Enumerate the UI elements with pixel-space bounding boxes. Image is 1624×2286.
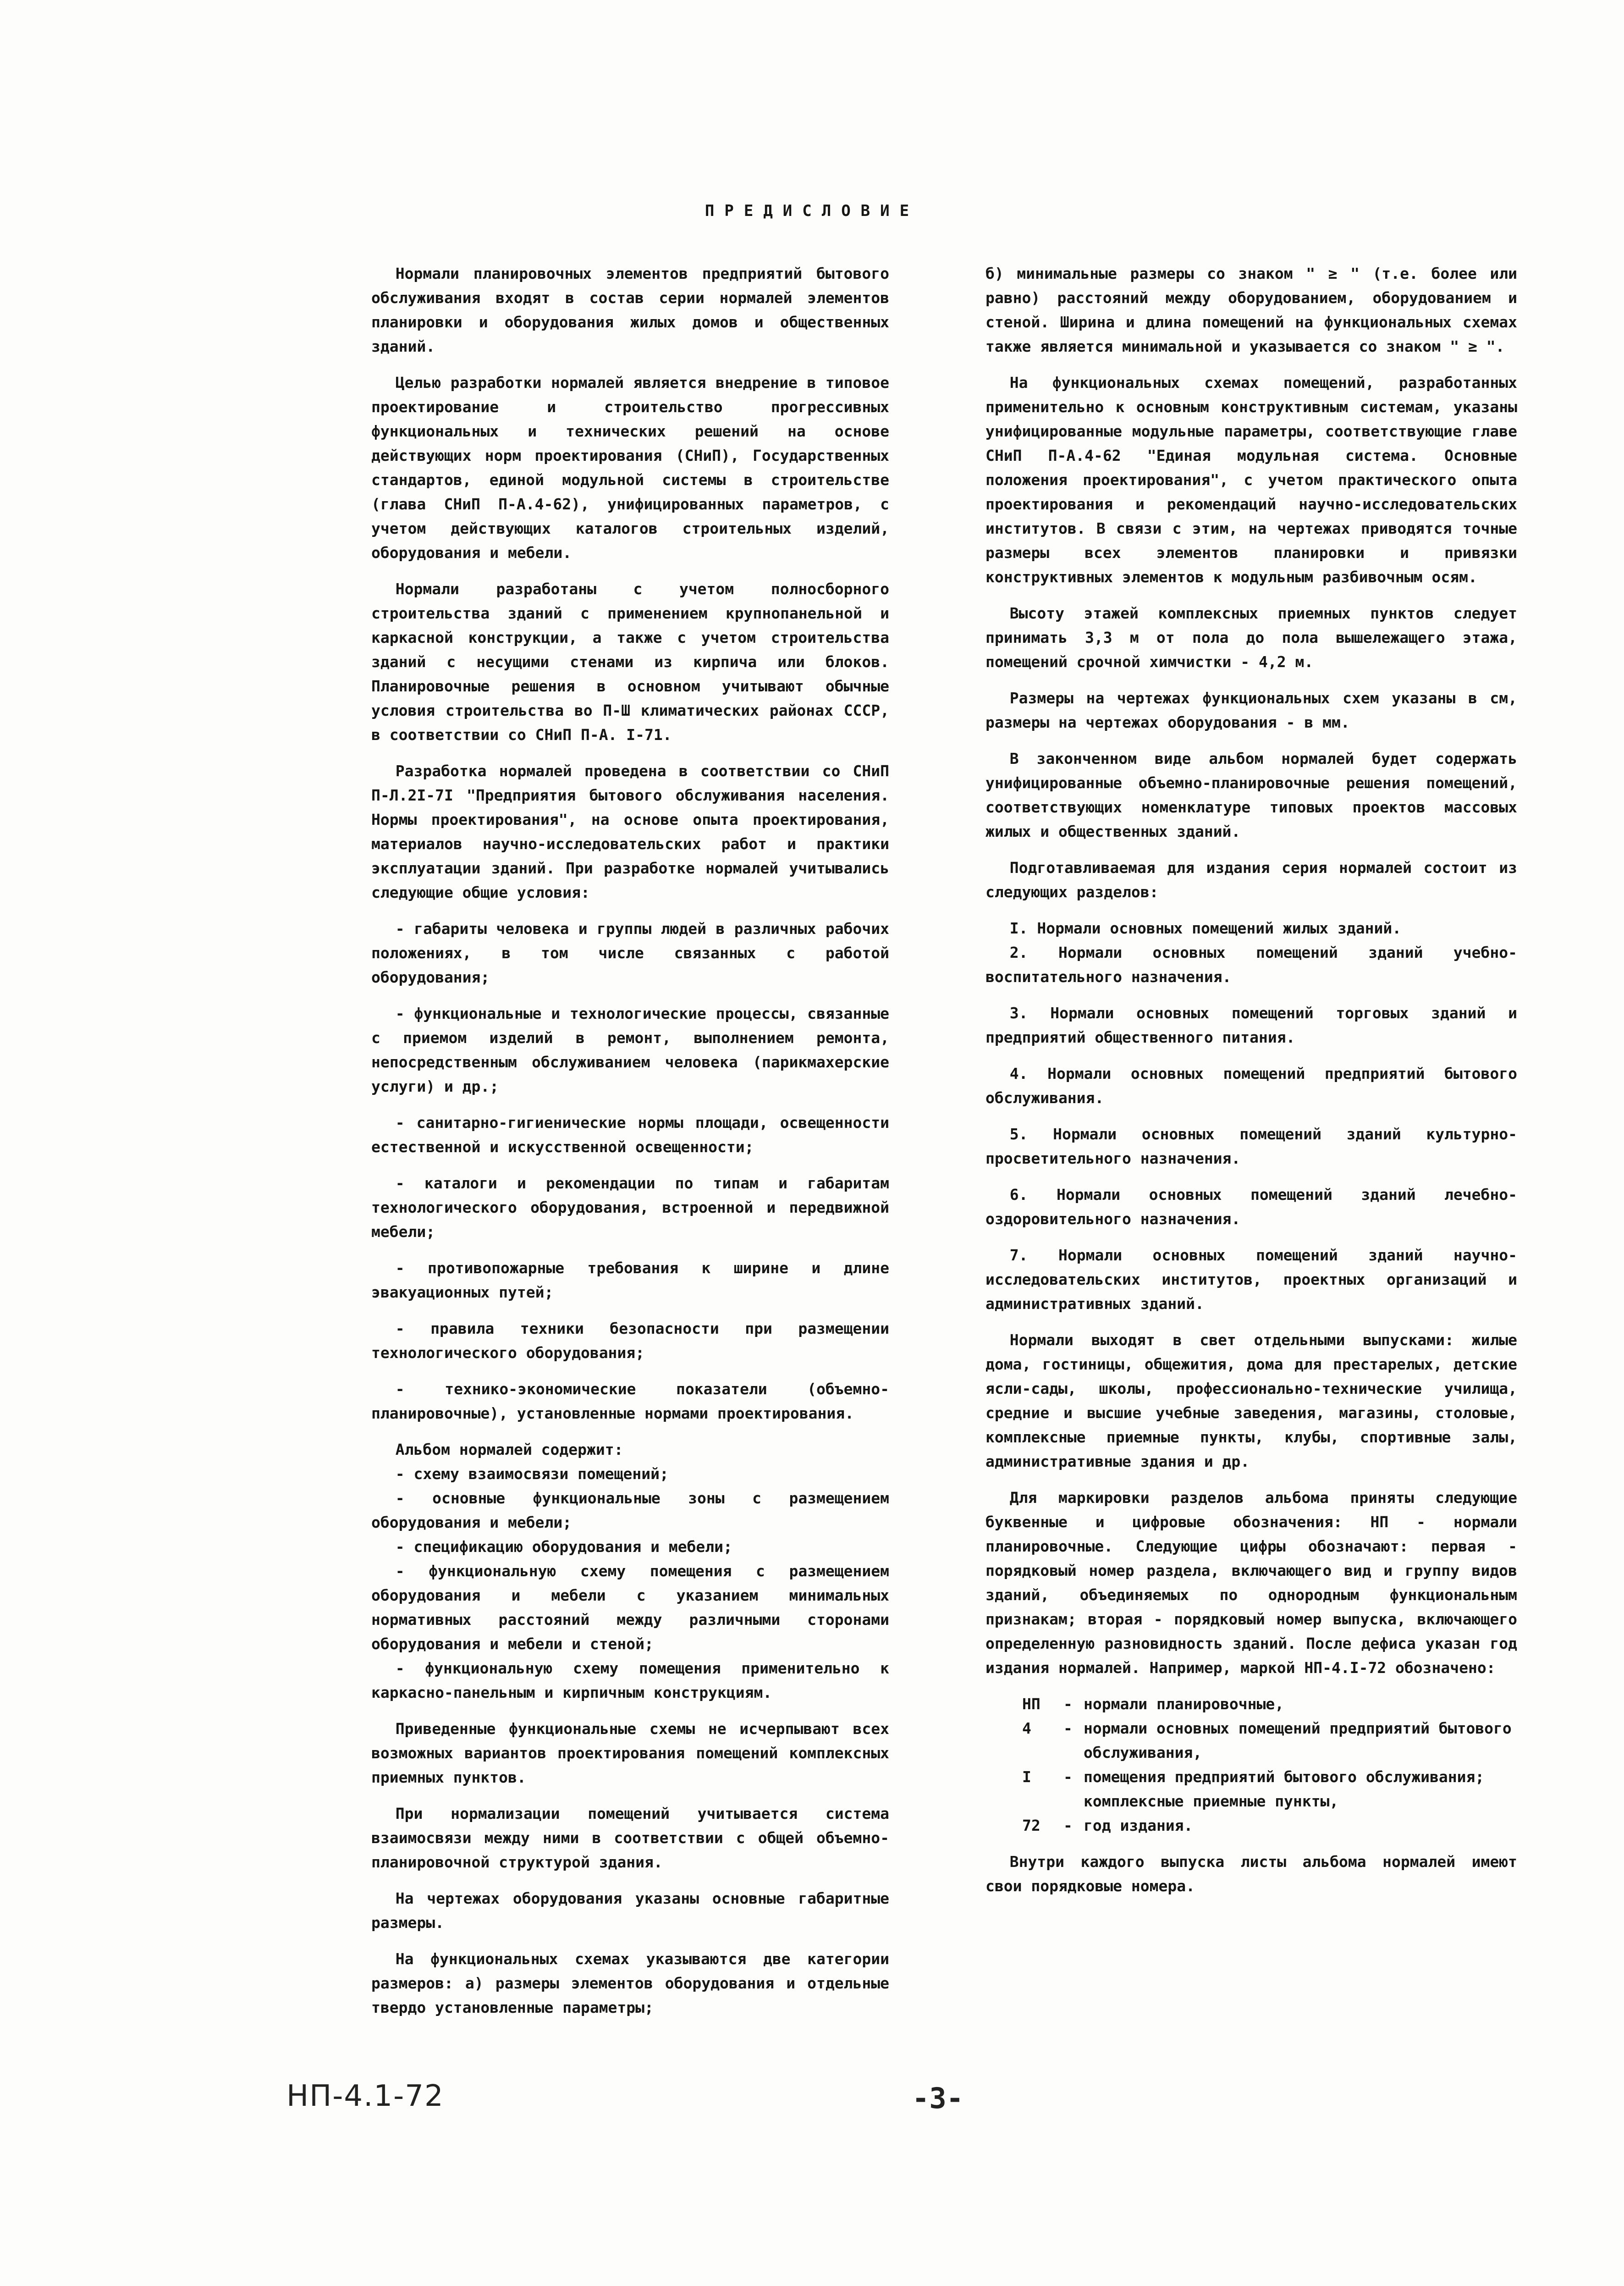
list-item: - схему взаимосвязи помещений; (395, 1465, 669, 1483)
code-key: I (1022, 1768, 1031, 1786)
paragraph: Размеры на чертежах функциональных схем указаны в см, размеры на чертежах оборудования - в мм. (985, 689, 1517, 731)
code-dash: - (1063, 1719, 1073, 1737)
list-item: - правила техники безопасности при размещении технологического оборудования; (371, 1320, 889, 1362)
paragraph: Высоту этажей комплексных приемных пунктов следует принимать 3,3 м от пола до пола вышележащего этажа, помещений срочной химчистки - 4,2 м. (985, 604, 1517, 671)
code-text: нормали планировочные, (1084, 1695, 1284, 1713)
list-item: - функциональные и технологические процессы, связанные с приемом изделий в ремонт, выполнением ремонта, непосредственным обслуживанием человека (парикмахерские услуги) и др.; (371, 1005, 889, 1095)
section-item: 5. Нормали основных помещений зданий культурно-просветительного назначения. (985, 1125, 1517, 1167)
paragraph: На чертежах оборудования указаны основные габаритные размеры. (371, 1889, 889, 1932)
list-item: - каталоги и рекомендации по типам и габаритам технологического оборудования, встроенной и передвижной мебели; (371, 1174, 889, 1241)
code-row (985, 1813, 1517, 1838)
page-number: -3- (912, 2082, 963, 2115)
paragraph: При нормализации помещений учитывается система взаимосвязи между ними в соответствии с общей объемно-планировочной структурой здания. (371, 1805, 889, 1871)
code-row (985, 1692, 1517, 1716)
marking-code-list (985, 1692, 1517, 1838)
section-item: 7. Нормали основных помещений зданий научно-исследовательских институтов, проектных организаций и административных зданий. (985, 1246, 1517, 1313)
paragraph: На функциональных схемах помещений, разработанных применительно к основным конструктивным системам, указаны унифицированные модульные параметры, соответствующие главе СНиП П-А.4-62 "Единая модульная система. Основные положения проектирования", с учетом практического опыта проектирования и рекомендаций научно-исследовательских институтов. В связи с этим, на чертежах приводятся точные размеры всех элементов планировки и привязки конструктивных элементов к модульным разбивочным осям. (985, 374, 1517, 586)
section-item: I. Нормали основных помещений жилых зданий. (1009, 919, 1402, 937)
list-item: - функциональную схему помещения с размещением оборудования и мебели с указанием минимальных нормативных расстояний между различными сторонами оборудования и мебели и стеной; (371, 1562, 889, 1653)
paragraph: Приведенные функциональные схемы не исчерпывают всех возможных вариантов проектирования помещений комплексных приемных пунктов. (371, 1720, 889, 1786)
list-item: - санитарно-гигиенические нормы площади, освещенности естественной и искусственной освещенности; (371, 1114, 889, 1156)
paragraph: б) минимальные размеры со знаком " ≥ " (т.е. более или равно) расстояний между оборудованием, оборудованием и стеной. Ширина и длина помещений на функциональных схемах также является минимальной и указывается со знаком " ≥ ". (985, 265, 1517, 355)
code-key: 72 (1022, 1817, 1040, 1834)
paragraph: Нормали планировочных элементов предприятий бытового обслуживания входят в состав серии нормалей элементов планировки и оборудования жилых домов и общественных зданий. (371, 265, 889, 355)
list-item: - противопожарные требования к ширине и длине эвакуационных путей; (371, 1259, 889, 1301)
code-key: 4 (1022, 1719, 1031, 1737)
code-row (985, 1716, 1517, 1765)
list-item: - функциональную схему помещения применительно к каркасно-панельным и кирпичным конструкциям. (371, 1659, 889, 1701)
section-item: 6. Нормали основных помещений зданий лечебно-оздоровительного назначения. (985, 1186, 1517, 1228)
paragraph: Нормали разработаны с учетом полносборного строительства зданий с применением крупнопанельной и каркасной конструкции, а также с учетом строительства зданий с несущими стенами из кирпича или блоков. Планировочные решения в основном учитывают обычные условия строительства во П-Ш климатических районах СССР, в соответствии со СНиП П-А. I-71. (371, 580, 889, 744)
code-key: НП (1022, 1695, 1040, 1713)
code-text: нормали основных помещений предприятий бытового обслуживания, (1084, 1719, 1512, 1761)
list-item: - основные функциональные зоны с размещением оборудования и мебели; (371, 1489, 889, 1531)
paragraph: Нормали выходят в свет отдельными выпусками: жилые дома, гостиницы, общежития, дома для престарелых, детские ясли-сады, школы, профессионально-технические училища, средние и высшие учебные заведения, магазины, столовые, комплексные приемные пункты, клубы, спортивные залы, административные здания и др. (985, 1331, 1517, 1470)
right-column (985, 261, 1517, 1910)
code-row (985, 1765, 1517, 1813)
section-item: 3. Нормали основных помещений торговых зданий и предприятий общественного питания. (985, 1004, 1517, 1046)
code-dash: - (1063, 1768, 1073, 1786)
paragraph: Разработка нормалей проведена в соответствии со СНиП П-Л.2I-7I "Предприятия бытового обслуживания населения. Нормы проектирования", на основе опыта проектирования, материалов научно-исследовательских работ и практики эксплуатации зданий. При разработке нормалей учитывались следующие общие условия: (371, 762, 889, 901)
section-item: 2. Нормали основных помещений зданий учебно-воспитательного назначения. (985, 944, 1517, 986)
page-title: ПРЕДИСЛОВИЕ (705, 202, 919, 220)
section-item: 4. Нормали основных помещений предприятий бытового обслуживания. (985, 1065, 1517, 1107)
list-item: - габариты человека и группы людей в различных рабочих положениях, в том числе связанных с работой оборудования; (371, 920, 889, 986)
paragraph: Целью разработки нормалей является внедрение в типовое проектирование и строительство прогрессивных функциональных и технических решений на основе действующих норм проектирования (СНиП), Государственных стандартов, единой модульной системы в строительстве (глава СНиП П-А.4-62), унифицированных параметров, с учетом действующих каталогов строительных изделий, оборудования и мебели. (371, 374, 889, 562)
paragraph: На функциональных схемах указываются две категории размеров: а) размеры элементов оборудования и отдельные твердо установленные параметры; (371, 1950, 889, 2016)
code-dash: - (1063, 1695, 1073, 1713)
list-item: - спецификацию оборудования и мебели; (395, 1538, 732, 1556)
paragraph: Для маркировки разделов альбома приняты следующие буквенные и цифровые обозначения: НП - нормали планировочные. Следующие цифры обозначают: первая - порядковый номер раздела, включающего вид и группу видов зданий, объединяемых по однородным функциональным признакам; вторая - порядковый номер выпуска, включающего определенную разновидность зданий. После дефиса указан год издания нормалей. Например, маркой НП-4.I-72 обозначено: (985, 1489, 1517, 1677)
left-column (371, 261, 889, 2032)
paragraph: Подготавливаемая для издания серия нормалей состоит из следующих разделов: (985, 859, 1517, 901)
paragraph: Внутри каждого выпуска листы альбома нормалей имеют свои порядковые номера. (985, 1853, 1517, 1895)
code-text: помещения предприятий бытового обслуживания; комплексные приемные пункты, (1084, 1768, 1485, 1810)
code-text: год издания. (1084, 1817, 1193, 1834)
paragraph: Альбом нормалей содержит: (395, 1441, 623, 1458)
list-item: - технико-экономические показатели (объемно-планировочные), установленные нормами проектирования. (371, 1380, 889, 1422)
code-dash: - (1063, 1817, 1073, 1834)
paragraph: В законченном виде альбом нормалей будет содержать унифицированные объемно-планировочные решения помещений, соответствующих номенклатуре типовых проектов массовых жилых и общественных зданий. (985, 750, 1517, 840)
document-code: НП-4.1-72 (286, 2079, 444, 2113)
